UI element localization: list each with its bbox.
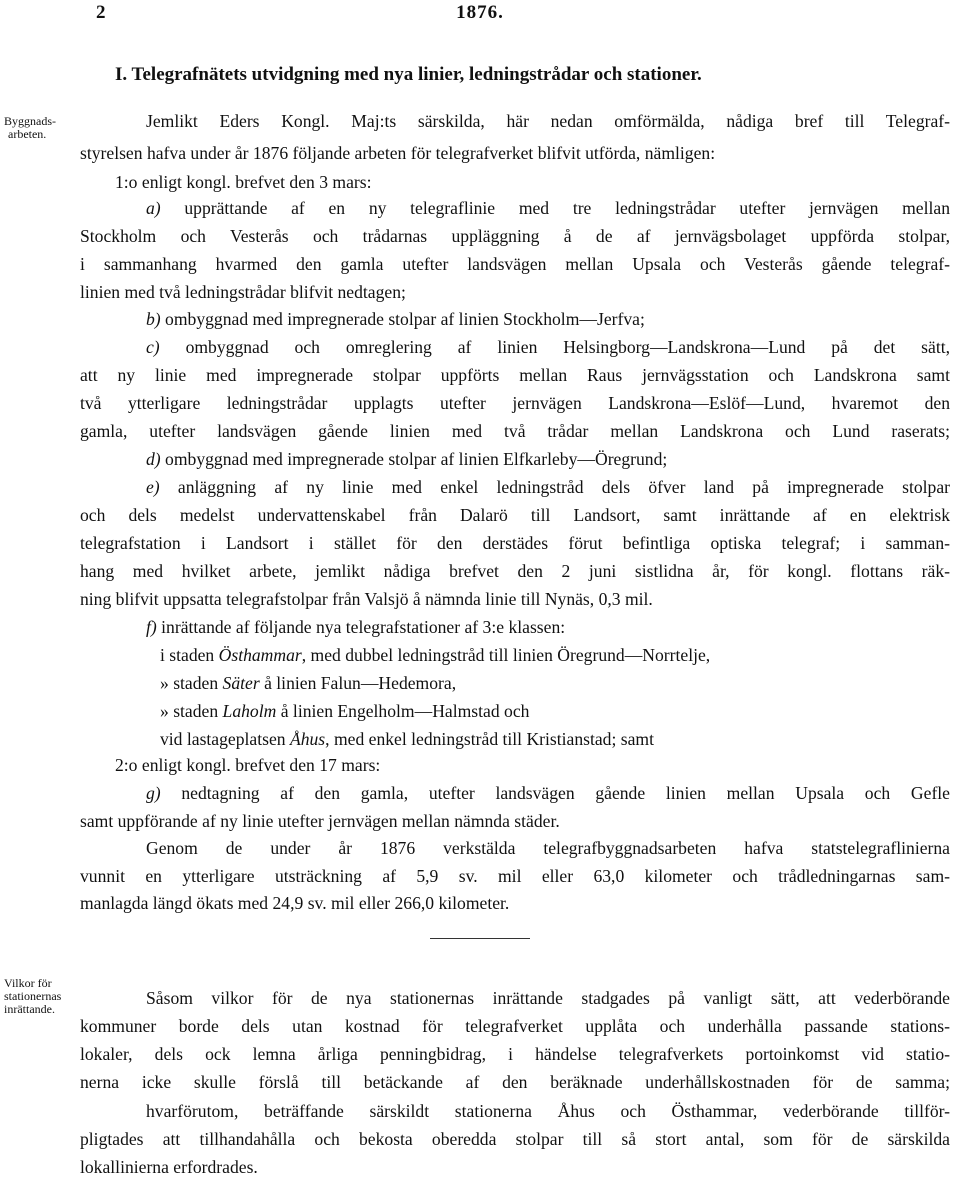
margin-note-byggnadsarbeten — [4, 115, 56, 141]
margin-note-line: Vilkor för — [4, 976, 52, 990]
text-line: och dels medelst undervattenskabel från Dalarö till Landsort, samt inrättande af en elektrisk — [80, 505, 950, 525]
text-line: telegrafstation i Landsort i stället för den derstädes förut befintliga optiska telegraf; i samman- — [80, 533, 950, 553]
text-line: manlagda längd ökats med 24,9 sv. mil eller 266,0 kilometer. — [80, 893, 510, 913]
text-line: Såsom vilkor för de nya stationernas inrättande stadgades på vanligt sätt, att vederbörande — [146, 988, 950, 1008]
text-line: Jemlikt Eders Kongl. Maj:ts särskilda, här nedan omförmälda, nådiga bref till Telegraf- — [146, 111, 950, 131]
page-header-year: 1876. — [456, 2, 504, 23]
text-line: a) upprättande af en ny telegraflinie med tre ledningstrådar utefter jernvägen mellan — [146, 198, 950, 218]
text-line: » staden Säter å linien Falun—Hedemora, — [160, 673, 457, 693]
text-line: vid lastageplatsen Åhus, med enkel ledningstråd till Kristianstad; samt — [160, 729, 654, 749]
text-line: ning blifvit uppsatta telegrafstolpar från Valsjö å nämnda linie till Nynäs, 0,3 mil. — [80, 589, 653, 609]
text-line: e) anläggning af ny linie med enkel ledningstråd dels öfver land på impregnerade stolpar — [146, 477, 950, 497]
margin-note-vilkor — [4, 977, 61, 1016]
text-line: linien med två ledningstrådar blifvit nedtagen; — [80, 282, 406, 302]
text-line: hang med hvilket arbete, jemlikt nådiga brefvet den 2 juni sistlidna år, för kongl. flottans räk- — [80, 561, 950, 581]
text-line: c) ombyggnad och omreglering af linien Helsingborg—Landskrona—Lund på det sätt, — [146, 337, 950, 357]
text-line: Stockholm och Vesterås och trådarnas uppläggning å de af jernvägsbolaget uppförda stolpar, — [80, 226, 950, 246]
text-line: styrelsen hafva under år 1876 följande arbeten för telegrafverket blifvit utförda, nämligen: — [80, 143, 716, 163]
text-line: två ytterligare ledningstrådar upplagts utefter jernvägen Landskrona—Eslöf—Lund, hvaremot den — [80, 393, 950, 413]
margin-note-line: inrättande. — [4, 1002, 55, 1016]
section-title: I. Telegrafnätets utvidgning med nya linier, ledningstrådar och stationer. — [115, 64, 702, 85]
text-line: » staden Laholm å linien Engelholm—Halmstad och — [160, 701, 530, 721]
text-line: Genom de under år 1876 verkstälda telegrafbyggnadsarbeten hafva statstelegraflinierna — [146, 838, 950, 858]
margin-note-line: stationernas — [4, 989, 62, 1003]
text-line: 1:o enligt kongl. brefvet den 3 mars: — [115, 172, 372, 192]
text-line: i staden Östhammar, med dubbel ledningstråd till linien Öregrund—Norrtelje, — [160, 645, 711, 665]
text-line: g) nedtagning af den gamla, utefter landsvägen gående linien mellan Upsala och Gefle — [146, 783, 950, 803]
section-divider — [430, 938, 530, 939]
text-line: lokallinierna erfordrades. — [80, 1157, 258, 1177]
text-line: nerna icke skulle förslå till betäckande af den beräknade underhållskostnaden för de samma; — [80, 1072, 950, 1092]
text-line: lokaler, dels ock lemna årliga penningbidrag, i händelse telegrafverkets portoinkomst vid statio- — [80, 1044, 950, 1064]
text-line: i sammanhang hvarmed den gamla utefter landsvägen mellan Upsala och Vesterås gående telegraf- — [80, 254, 950, 274]
margin-note-line: Byggnads- — [4, 114, 56, 128]
text-line: d) ombyggnad med impregnerade stolpar af linien Elfkarleby—Öregrund; — [146, 449, 668, 469]
text-line: hvarförutom, beträffande särskildt stationerna Åhus och Östhammar, vederbörande tillför- — [146, 1101, 950, 1121]
margin-note-line: arbeten. — [8, 127, 47, 141]
text-line: kommuner borde dels utan kostnad för telegrafverket upplåta och underhålla passande stations- — [80, 1016, 950, 1036]
text-line: pligtades att tillhandahålla och bekosta oberedda stolpar till så stort antal, som för de särskilda — [80, 1129, 950, 1149]
text-line: b) ombyggnad med impregnerade stolpar af linien Stockholm—Jerfva; — [146, 309, 645, 329]
page-number: 2 — [96, 2, 106, 23]
text-line: gamla, utefter landsvägen gående linien med två trådar mellan Landskrona och Lund raserats; — [80, 421, 950, 441]
text-line: samt uppförande af ny linie utefter jernvägen mellan nämnda städer. — [80, 811, 560, 831]
text-line: vunnit en ytterligare utsträckning af 5,9 sv. mil eller 63,0 kilometer och trådledningarnas sam- — [80, 866, 950, 886]
text-line: att ny linie med impregnerade stolpar uppförts mellan Raus jernvägsstation och Landskrona samt — [80, 365, 950, 385]
text-line: 2:o enligt kongl. brefvet den 17 mars: — [115, 755, 381, 775]
text-line: f) inrättande af följande nya telegrafstationer af 3:e klassen: — [146, 617, 566, 637]
